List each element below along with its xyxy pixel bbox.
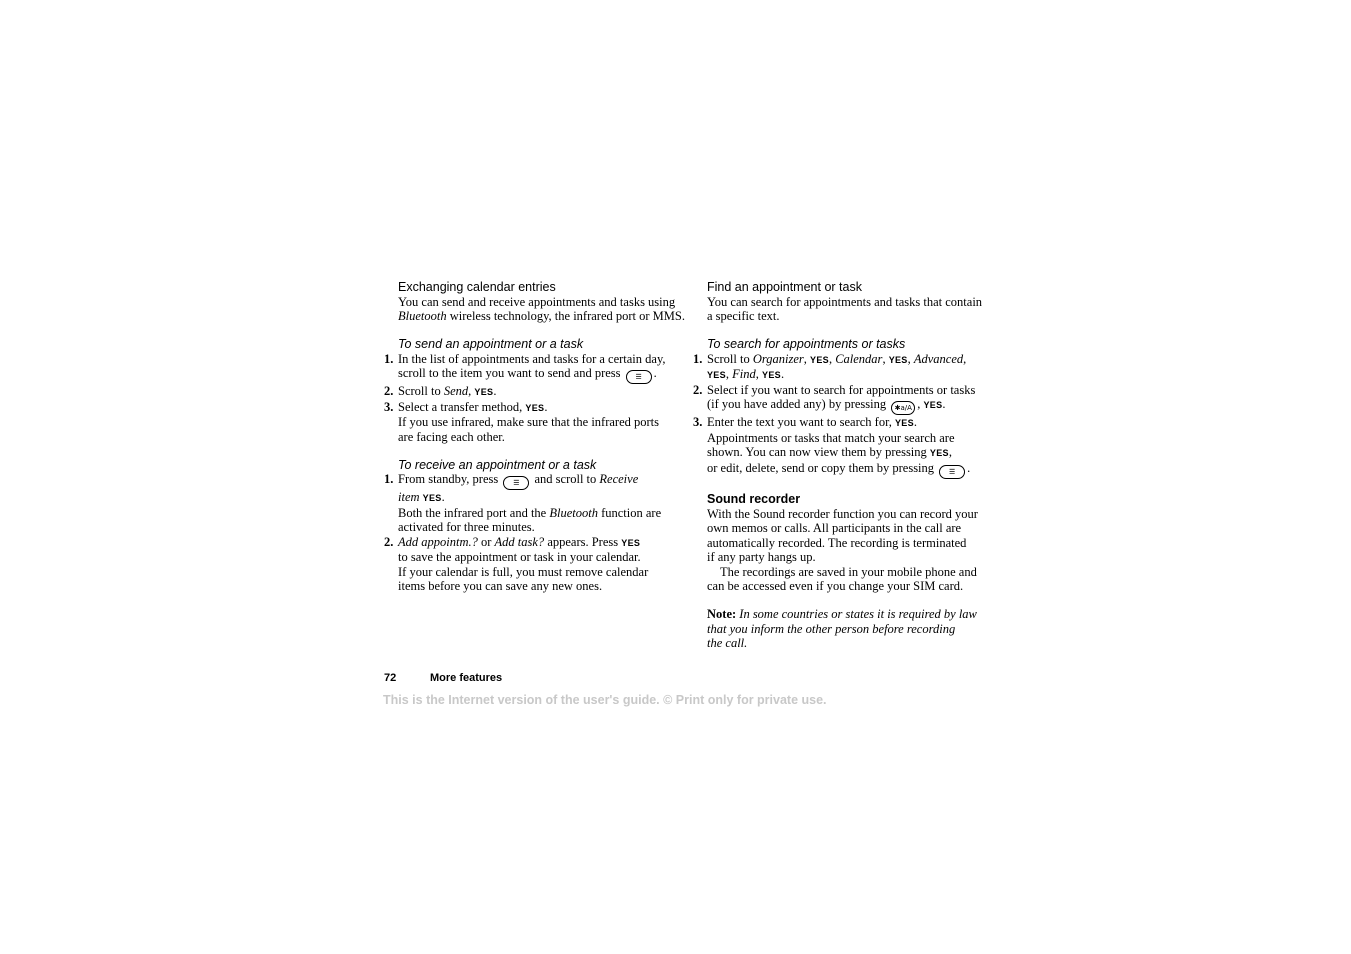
- search-step-1: 1. Scroll to Organizer, YES, Calendar, YES, Advanced, YES, Find, YES.: [693, 351, 967, 381]
- receive-subheading: To receive an appointment or a task: [398, 457, 597, 472]
- exchanging-intro: You can send and receive appointments and tasks using Bluetooth wireless technology, the infrared port or MMS.: [398, 294, 685, 323]
- yes-key: YES: [422, 493, 442, 503]
- receive-step-1: 1. From standby, press ☰ and scroll to Receive item YES. Both the infrared port and the Bluetooth function are activated for three minutes.: [384, 472, 662, 534]
- menu-key-icon: ☰: [626, 370, 652, 384]
- note: Note: In some countries or states it is required by law that you inform the other person before recording the call.: [707, 607, 977, 650]
- section-heading-exchanging: Exchanging calendar entries: [398, 280, 556, 294]
- section-heading-sound-recorder: Sound recorder: [707, 492, 801, 506]
- find-intro: You can search for appointments and tasks that contain a specific text.: [707, 294, 983, 323]
- section-name: More features: [430, 672, 503, 684]
- send-step-3: 3. Select a transfer method, YES. If you use infrared, make sure that the infrared ports are facing each other.: [384, 399, 660, 444]
- receive-step-2: 2. Add appointm.? or Add task? appears. Press YES to save the appointment or task in your calendar. If your calendar is full, you must remove calendar items before you can save any new ones.: [384, 534, 649, 593]
- send-step-1: 1. In the list of appointments and tasks for a certain day, scroll to the item you want to send and press ☰ .: [384, 352, 694, 385]
- yes-key: YES: [474, 387, 494, 397]
- page-number: 72: [384, 672, 397, 684]
- search-step-2: 2. Select if you want to search for appointments or tasks (if you have added any) by pressing ✱a/A , YES.: [693, 383, 993, 416]
- sound-paragraph-2: The recordings are saved in your mobile phone and can be accessed even if you change your SIM card.: [707, 564, 977, 593]
- menu-key-icon: ☰: [939, 465, 965, 479]
- yes-key: YES: [525, 402, 545, 413]
- sound-paragraph-1: With the Sound recorder function you can record your own memos or calls. All participants in the call are automatically recorded. The recording is terminated if any party hangs up.: [707, 506, 978, 564]
- send-step-2: 2. Scroll to Send, YES.: [384, 384, 497, 398]
- search-subheading: To search for appointments or tasks: [707, 337, 906, 351]
- page-footer: [384, 672, 502, 684]
- yes-key: YES: [621, 537, 641, 548]
- yes-key: YES: [888, 354, 908, 365]
- section-heading-find: Find an appointment or task: [707, 280, 862, 294]
- yes-key: YES: [929, 448, 949, 458]
- menu-key-icon: ☰: [503, 476, 529, 490]
- left-column: [384, 280, 694, 594]
- yes-key: YES: [810, 354, 829, 365]
- yes-key: YES: [923, 400, 943, 410]
- watermark: This is the Internet version of the user's guide. © Print only for private use.: [383, 693, 827, 707]
- send-subheading: To send an appointment or a task: [398, 337, 584, 351]
- yes-key: YES: [894, 418, 914, 428]
- yes-key: YES: [707, 370, 726, 380]
- search-step-3: 3. Enter the text you want to search for, YES. Appointments or tasks that match your search are shown. You can now view them by pressing YES, or edit, delete, send or copy them by pressing ☰ .: [693, 415, 993, 479]
- right-column: [693, 280, 993, 651]
- star-key-icon: ✱a/A: [891, 401, 915, 415]
- yes-key: YES: [762, 370, 781, 380]
